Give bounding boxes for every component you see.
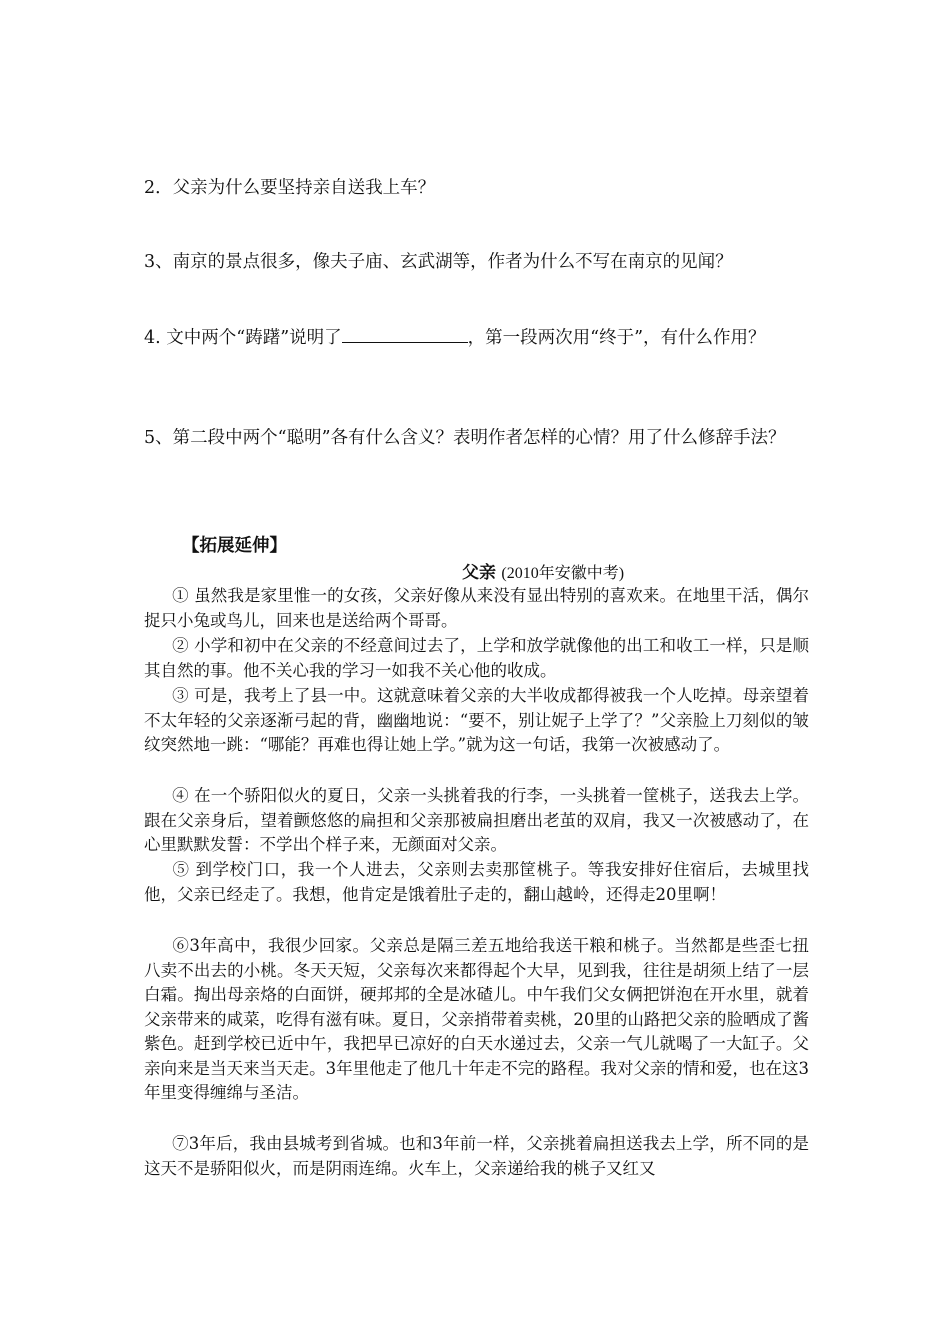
article-paragraph-4 — [144, 784, 809, 858]
article-title: 父亲 — [462, 563, 496, 583]
paragraph-text: 3年高中，我很少回家。父亲总是隔三差五地给我送干粮和桃子。当然都是些歪七扭八卖不出去的小桃。冬天天短，父亲每次来都得起个大早，见到我，往往是胡须上结了一层白霜。掏出母亲烙的白面饼，硬邦邦的全是冰碴儿。中午我们父女俩把饼泡在开水里，就着父亲带来的咸菜，吃得有滋有味。夏日，父亲捎带着卖桃，20里的山路把父亲的脸晒成了酱紫色。赶到学校已近中午，我把早已凉好的白天水递过去，父亲一气儿就喝了一大缸子。父亲向来是当天来当天走。3年里他走了他几十年走不完的路程。我对父亲的情和爱，也在这3年里变得缠绵与圣洁。 — [144, 936, 809, 1102]
article-paragraph-3 — [144, 684, 809, 758]
question-5: 5、第二段中两个“聪明”各有什么含义？表明作者怎样的心情？用了什么修辞手法？ — [144, 428, 786, 448]
question-4-text-after: ，第一段两次用“终于”，有什么作用？ — [467, 328, 766, 348]
paragraph-number: ④ — [172, 786, 189, 805]
article-title-line — [462, 558, 624, 583]
paragraph-number: ① — [172, 586, 189, 605]
article-paragraph-6 — [144, 934, 809, 1106]
paragraph-text: 虽然我是家里惟一的女孩，父亲好像从来没有显出特别的喜欢来。在地里干活，偶尔捉只小兔或鸟儿，回来也是送给两个哥哥。 — [144, 586, 810, 630]
paragraph-text: 3年后，我由县城考到省城。也和3年前一样，父亲挑着扁担送我去上学，所不同的是这天不是骄阳似火，而是阴雨连绵。火车上，父亲递给我的桃子又红又 — [144, 1134, 810, 1178]
paragraph-text: 可是，我考上了县一中。这就意味着父亲的大半收成都得被我一个人吃掉。母亲望着不太年轻的父亲逐渐弓起的背，幽幽地说：“要不，别让妮子上学了？”父亲脸上刀刻似的皱纹突然地一跳：“哪能？再难也得让她上学。”就为这一句话，我第一次被感动了。 — [144, 686, 810, 754]
article-paragraph-2 — [144, 634, 809, 683]
question-3: 3、南京的景点很多，像夫子庙、玄武湖等，作者为什么不写在南京的见闻？ — [144, 252, 733, 272]
paragraph-number: ② — [172, 636, 189, 655]
section-heading: 【拓展延伸】 — [182, 536, 287, 556]
article-paragraph-1 — [144, 584, 809, 633]
paragraph-number: ⑤ — [172, 860, 190, 879]
article-paragraph-5 — [144, 858, 809, 907]
paragraph-number: ⑥ — [172, 936, 190, 955]
paragraph-text: 在一个骄阳似火的夏日，父亲一头挑着我的行李，一头挑着一筐桃子，送我去上学。跟在父亲身后，望着颤悠悠的扁担和父亲那被扁担磨出老茧的双肩，我又一次被感动了，在心里默默发誓：不学出个样子来，无颜面对父亲。 — [144, 786, 810, 854]
paragraph-text: 小学和初中在父亲的不经意间过去了，上学和放学就像他的出工和收工一样，只是顺其自然的事。他不关心我的学习一如我不关心他的收成。 — [144, 636, 810, 680]
paragraph-number: ⑦ — [172, 1134, 189, 1153]
article-paragraph-7 — [144, 1132, 809, 1181]
paragraph-number: ③ — [172, 686, 189, 705]
paragraph-text: 到学校门口，我一个人进去，父亲则去卖那筐桃子。等我安排好住宿后，去城里找他，父亲已经走了。我想，他肯定是饿着肚子走的，翻山越岭，还得走20里啊！ — [144, 860, 810, 904]
question-4-text-before: 4. 文中两个“踌躇”说明了 — [144, 328, 342, 348]
answer-blank — [342, 324, 468, 343]
question-4 — [144, 324, 809, 352]
question-2: 2．父亲为什么要坚持亲自送我上车？ — [144, 178, 436, 198]
article-source: (2010年安徽中考) — [501, 565, 625, 582]
